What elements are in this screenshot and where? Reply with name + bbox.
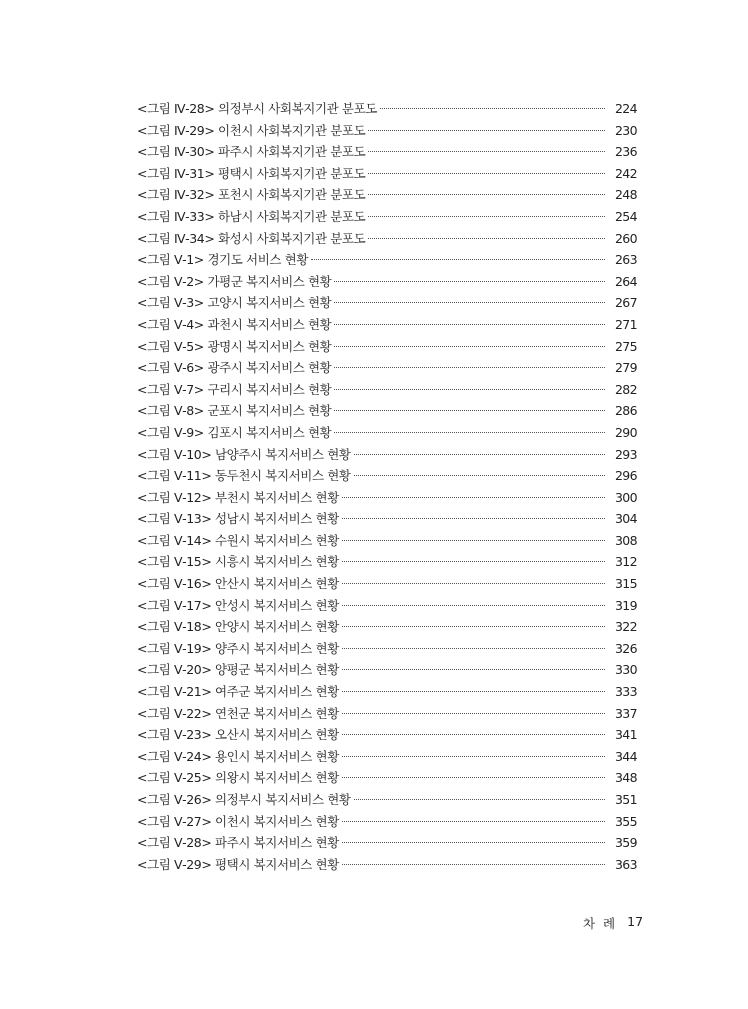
toc-entry[interactable] — [137, 595, 637, 617]
toc-entry-page: 348 — [614, 770, 637, 786]
toc-entry-label: <그림 Ⅳ-32> 포천시 사회복지기관 분포도 — [137, 187, 366, 203]
toc-entry-page: 355 — [614, 813, 637, 829]
toc-entry-page: 319 — [614, 597, 637, 613]
dot-leader — [342, 518, 605, 519]
dot-leader — [368, 173, 605, 174]
toc-entry-page: 304 — [614, 511, 637, 527]
toc-entry[interactable] — [137, 551, 637, 573]
toc-entry[interactable] — [137, 854, 637, 876]
dot-leader — [342, 648, 605, 649]
toc-entry-label: <그림 Ⅴ-3> 고양시 복지서비스 현황 — [137, 295, 332, 311]
dot-leader — [342, 626, 605, 627]
toc-entry[interactable] — [137, 163, 637, 185]
toc-entry-page: 242 — [614, 165, 637, 181]
toc-entry-page: 363 — [614, 856, 637, 872]
toc-entry-label: <그림 Ⅴ-9> 김포시 복지서비스 현황 — [137, 424, 332, 440]
toc-entry-label: <그림 Ⅳ-30> 파주시 사회복지기관 분포도 — [137, 144, 366, 160]
toc-entry[interactable] — [137, 292, 637, 314]
toc-entry-page: 236 — [614, 144, 637, 160]
toc-entry[interactable] — [137, 811, 637, 833]
dot-leader — [342, 583, 605, 584]
dot-leader — [368, 238, 605, 239]
toc-entry-label: <그림 Ⅴ-20> 양평군 복지서비스 현황 — [137, 662, 339, 678]
toc-entry-page: 344 — [614, 748, 637, 764]
toc-entry-page: 359 — [614, 835, 637, 851]
toc-entry[interactable] — [137, 444, 637, 466]
toc-entry-page: 267 — [614, 295, 637, 311]
toc-entry[interactable] — [137, 120, 637, 142]
toc-entry-label: <그림 Ⅴ-4> 과천시 복지서비스 현황 — [137, 316, 332, 332]
toc-entry-page: 264 — [614, 273, 637, 289]
toc-entry-page: 230 — [614, 122, 637, 138]
toc-entry-label: <그림 Ⅴ-13> 성남시 복지서비스 현황 — [137, 511, 339, 527]
toc-entry[interactable] — [137, 422, 637, 444]
dot-leader — [342, 777, 605, 778]
toc-entry[interactable] — [137, 206, 637, 228]
toc-entry-page: 296 — [614, 468, 637, 484]
toc-entry-label: <그림 Ⅴ-12> 부천시 복지서비스 현황 — [137, 489, 339, 505]
toc-entry-page: 330 — [614, 662, 637, 678]
dot-leader — [342, 864, 605, 865]
dot-leader — [342, 756, 605, 757]
toc-entry-label: <그림 Ⅳ-29> 이천시 사회복지기관 분포도 — [137, 122, 366, 138]
toc-entry-label: <그림 Ⅳ-34> 화성시 사회복지기관 분포도 — [137, 230, 366, 246]
dot-leader — [368, 130, 605, 131]
toc-entry-label: <그림 Ⅴ-24> 용인시 복지서비스 현황 — [137, 748, 339, 764]
toc-entry-page: 254 — [614, 208, 637, 224]
toc-entry-label: <그림 Ⅴ-17> 안성시 복지서비스 현황 — [137, 597, 339, 613]
toc-entry-label: <그림 Ⅴ-21> 여주군 복지서비스 현황 — [137, 684, 339, 700]
toc-entry-label: <그림 Ⅳ-31> 평택시 사회복지기관 분포도 — [137, 165, 366, 181]
toc-entry-page: 279 — [614, 360, 637, 376]
toc-entry-label: <그림 Ⅴ-8> 군포시 복지서비스 현황 — [137, 403, 332, 419]
toc-entry-label: <그림 Ⅴ-10> 남양주시 복지서비스 현황 — [137, 446, 351, 462]
dot-leader — [342, 842, 605, 843]
toc-entry-page: 290 — [614, 424, 637, 440]
toc-entry-label: <그림 Ⅴ-19> 양주시 복지서비스 현황 — [137, 640, 339, 656]
toc-entry-page: 282 — [614, 381, 637, 397]
toc-entry-page: 260 — [614, 230, 637, 246]
toc-entry[interactable] — [137, 314, 637, 336]
toc-entry-page: 315 — [614, 576, 637, 592]
toc-entry-label: <그림 Ⅴ-22> 연천군 복지서비스 현황 — [137, 705, 339, 721]
dot-leader — [334, 281, 605, 282]
toc-entry[interactable] — [137, 141, 637, 163]
footer-section-title: 차 례 — [583, 916, 618, 931]
toc-entry[interactable] — [137, 703, 637, 725]
toc-entry[interactable] — [137, 832, 637, 854]
toc-entry[interactable] — [137, 508, 637, 530]
toc-entry-label: <그림 Ⅴ-11> 동두천시 복지서비스 현황 — [137, 468, 351, 484]
toc-entry[interactable] — [137, 746, 637, 768]
dot-leader — [354, 454, 605, 455]
toc-entry-label: <그림 Ⅴ-14> 수원시 복지서비스 현황 — [137, 532, 339, 548]
dot-leader — [342, 734, 605, 735]
dot-leader — [354, 475, 605, 476]
toc-entry[interactable] — [137, 465, 637, 487]
figure-list — [137, 98, 637, 875]
dot-leader — [334, 389, 605, 390]
dot-leader — [342, 821, 605, 822]
toc-entry[interactable] — [137, 249, 637, 271]
toc-entry-page: 263 — [614, 252, 637, 268]
toc-entry-page: 312 — [614, 554, 637, 570]
toc-entry[interactable] — [137, 98, 637, 120]
dot-leader — [368, 216, 605, 217]
toc-entry-label: <그림 Ⅴ-28> 파주시 복지서비스 현황 — [137, 835, 339, 851]
toc-entry-page: 248 — [614, 187, 637, 203]
toc-entry-page: 224 — [614, 101, 637, 116]
toc-entry[interactable] — [137, 271, 637, 293]
toc-entry-label: <그림 Ⅴ-23> 오산시 복지서비스 현황 — [137, 727, 339, 743]
dot-leader — [342, 561, 605, 562]
toc-entry-page: 300 — [614, 489, 637, 505]
dot-leader — [342, 540, 605, 541]
toc-entry-page: 293 — [614, 446, 637, 462]
toc-entry[interactable] — [137, 616, 637, 638]
toc-entry-label: <그림 Ⅴ-29> 평택시 복지서비스 현황 — [137, 856, 339, 872]
toc-entry-label: <그림 Ⅴ-7> 구리시 복지서비스 현황 — [137, 381, 332, 397]
toc-entry[interactable] — [137, 767, 637, 789]
toc-entry-label: <그림 Ⅴ-16> 안산시 복지서비스 현황 — [137, 576, 339, 592]
dot-leader — [342, 605, 605, 606]
dot-leader — [354, 799, 605, 800]
toc-entry-label: <그림 Ⅳ-28> 의정부시 사회복지기관 분포도 — [137, 101, 377, 116]
toc-entry-label: <그림 Ⅳ-33> 하남시 사회복지기관 분포도 — [137, 208, 366, 224]
page-footer — [583, 914, 643, 932]
dot-leader — [334, 324, 605, 325]
toc-entry[interactable] — [137, 184, 637, 206]
toc-entry-page: 275 — [614, 338, 637, 354]
toc-entry[interactable] — [137, 379, 637, 401]
toc-entry[interactable] — [137, 400, 637, 422]
dot-leader — [334, 367, 605, 368]
dot-leader — [368, 151, 605, 152]
dot-leader — [368, 194, 605, 195]
toc-entry-label: <그림 Ⅴ-5> 광명시 복지서비스 현황 — [137, 338, 332, 354]
toc-entry[interactable] — [137, 228, 637, 250]
toc-entry-page: 308 — [614, 532, 637, 548]
dot-leader — [334, 410, 605, 411]
footer-page-number: 17 — [627, 914, 644, 929]
toc-entry-label: <그림 Ⅴ-25> 의왕시 복지서비스 현황 — [137, 770, 339, 786]
toc-entry[interactable] — [137, 789, 637, 811]
dot-leader — [334, 346, 605, 347]
toc-entry-page: 326 — [614, 640, 637, 656]
dot-leader — [342, 669, 605, 670]
toc-entry[interactable] — [137, 573, 637, 595]
toc-entry-page: 271 — [614, 316, 637, 332]
toc-entry-label: <그림 Ⅴ-6> 광주시 복지서비스 현황 — [137, 360, 332, 376]
toc-entry[interactable] — [137, 357, 637, 379]
toc-entry-page: 341 — [614, 727, 637, 743]
toc-entry[interactable] — [137, 530, 637, 552]
toc-entry-label: <그림 Ⅴ-27> 이천시 복지서비스 현황 — [137, 813, 339, 829]
dot-leader — [334, 302, 605, 303]
toc-entry[interactable] — [137, 336, 637, 358]
toc-entry-label: <그림 Ⅴ-26> 의정부시 복지서비스 현황 — [137, 792, 351, 807]
dot-leader — [380, 108, 605, 109]
toc-entry-label: <그림 Ⅴ-18> 안양시 복지서비스 현황 — [137, 619, 339, 635]
dot-leader — [342, 713, 605, 714]
toc-entry-page: 337 — [614, 705, 637, 721]
toc-entry[interactable] — [137, 659, 637, 681]
toc-entry[interactable] — [137, 487, 637, 509]
toc-entry-page: 322 — [614, 619, 637, 635]
dot-leader — [342, 691, 605, 692]
toc-entry[interactable] — [137, 681, 637, 703]
toc-entry-page: 286 — [614, 403, 637, 419]
toc-entry[interactable] — [137, 638, 637, 660]
toc-entry-label: <그림 Ⅴ-15> 시흥시 복지서비스 현황 — [137, 554, 339, 570]
dot-leader — [342, 497, 605, 498]
toc-entry-label: <그림 Ⅴ-2> 가평군 복지서비스 현황 — [137, 273, 332, 289]
toc-entry-page: 351 — [614, 792, 637, 807]
dot-leader — [334, 432, 605, 433]
dot-leader — [311, 259, 605, 260]
toc-entry[interactable] — [137, 724, 637, 746]
toc-entry-page: 333 — [614, 684, 637, 700]
toc-entry-label: <그림 Ⅴ-1> 경기도 서비스 현황 — [137, 252, 309, 268]
